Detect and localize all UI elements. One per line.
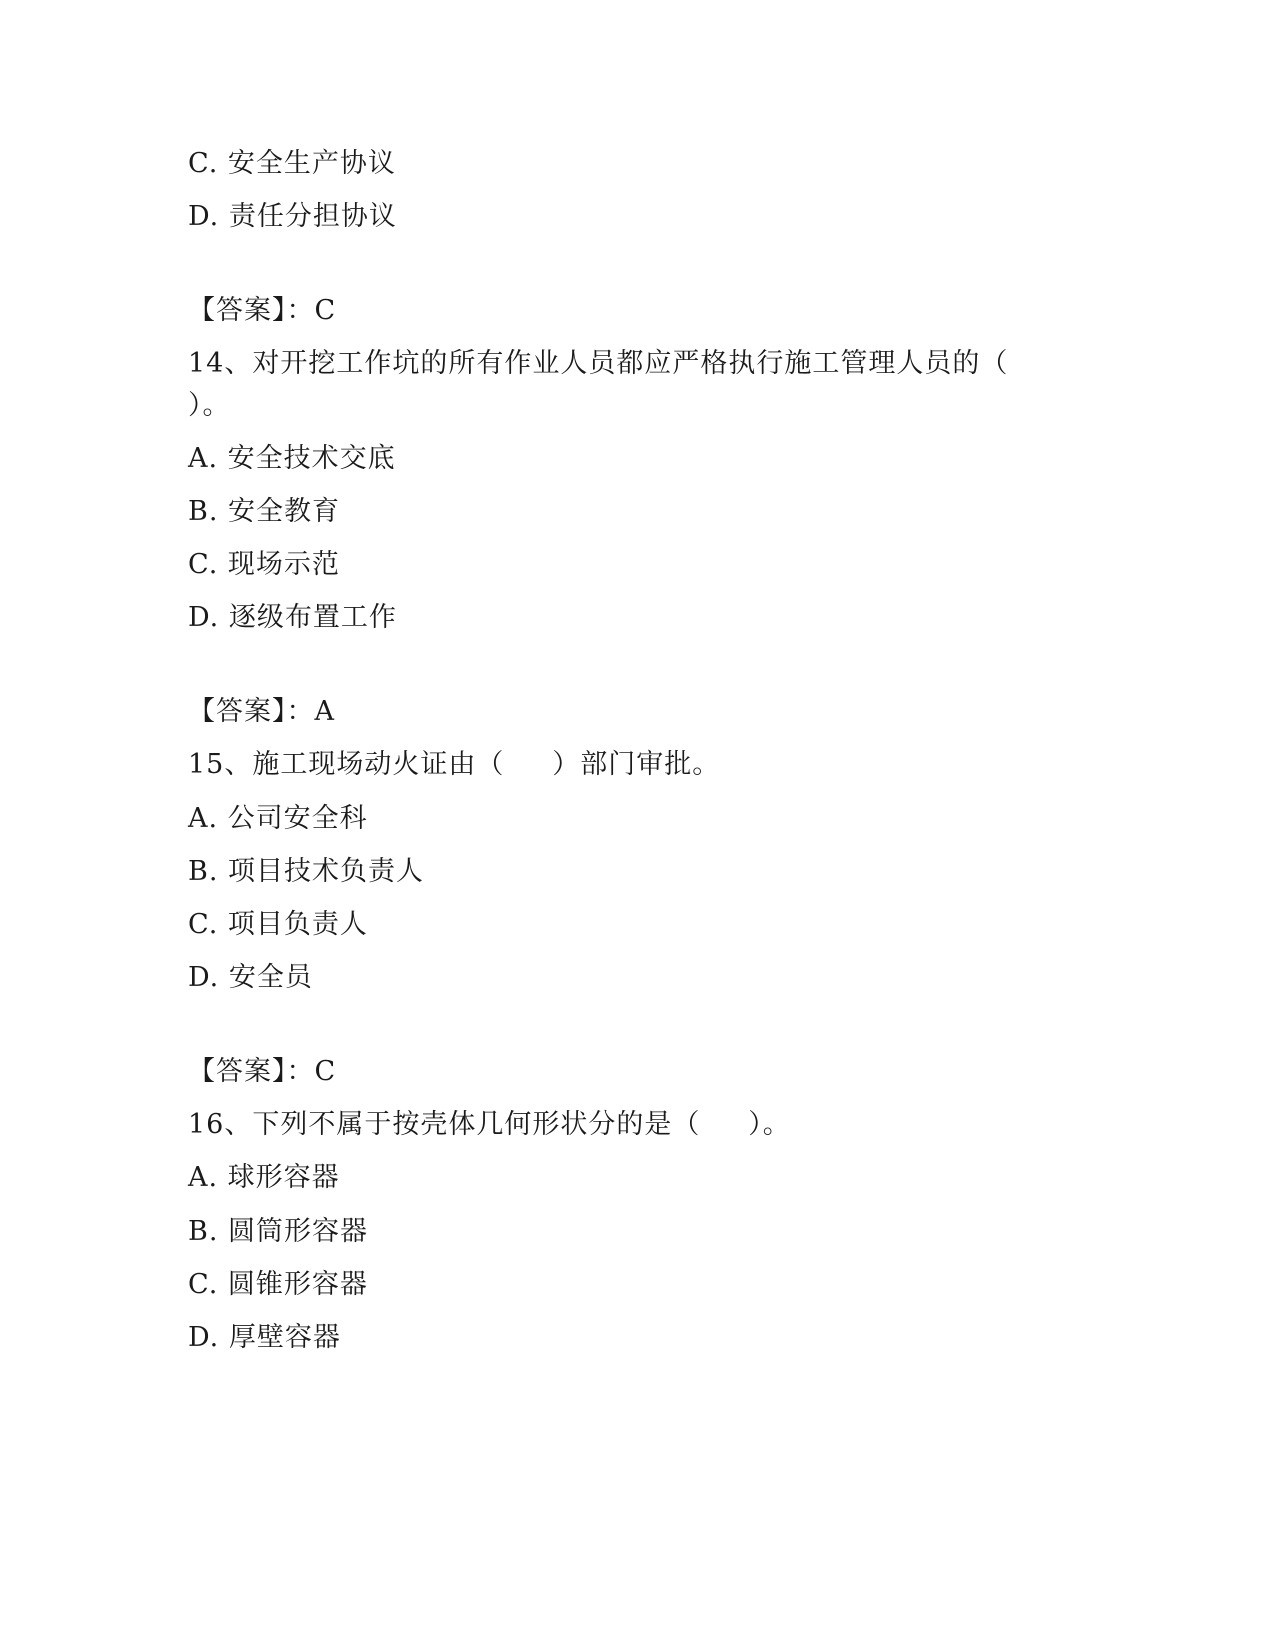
q14-option-a: A. 安全技术交底 [188, 443, 396, 474]
q15-option-c: C. 项目负责人 [188, 909, 368, 940]
q14-option-b: B. 安全教育 [188, 496, 341, 527]
q15-option-d: D. 安全员 [188, 962, 313, 993]
q16-option-b: B. 圆筒形容器 [188, 1216, 369, 1247]
q14-answer [188, 696, 335, 728]
q14-stem-line2: ）。 [188, 390, 231, 421]
q15-stem: 15、施工现场动火证由（ ）部门审批。 [188, 749, 721, 780]
answer-label: 【答案】： [188, 295, 315, 326]
q13-option-d: D. 责任分担协议 [188, 201, 397, 232]
q14-option-d: D. 逐级布置工作 [188, 602, 397, 633]
q16-option-c: C. 圆锥形容器 [188, 1269, 368, 1300]
q16-stem: 16、下列不属于按壳体几何形状分的是（ ）。 [188, 1109, 791, 1140]
answer-label: 【答案】： [188, 696, 315, 727]
answer-value: C [314, 295, 337, 326]
q16-option-d: D. 厚壁容器 [188, 1322, 341, 1353]
q14-option-c: C. 现场示范 [188, 549, 340, 580]
answer-value: A [314, 696, 335, 727]
answer-label: 【答案】： [188, 1056, 315, 1087]
q15-option-b: B. 项目技术负责人 [188, 856, 425, 887]
q13-option-c: C. 安全生产协议 [188, 148, 396, 179]
answer-value: C [314, 1056, 337, 1087]
q15-answer [188, 1056, 336, 1088]
q14-stem-line1: 14、对开挖工作坑的所有作业人员都应严格执行施工管理人员的（ [188, 348, 1009, 379]
q13-answer [188, 295, 336, 327]
q15-option-a: A. 公司安全科 [188, 803, 368, 834]
q16-option-a: A. 球形容器 [188, 1162, 340, 1193]
